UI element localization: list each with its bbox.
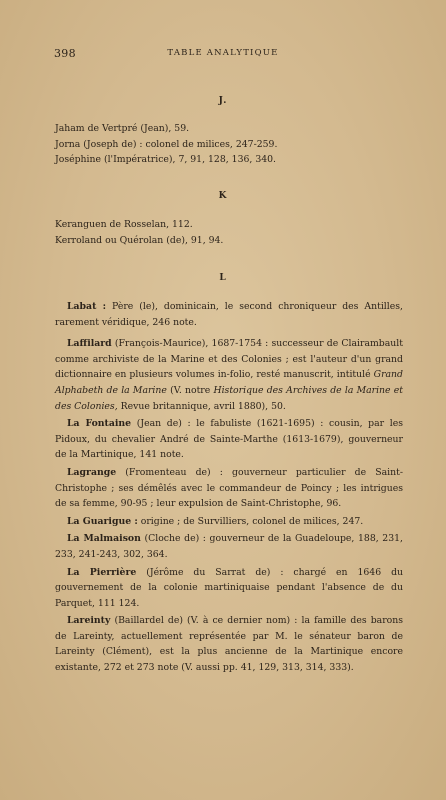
- index-entry: [55, 336, 403, 414]
- entry-headword: Labat :: [67, 301, 107, 312]
- index-entry: Joséphine (l'Impératrice), 7, 91, 128, 136, 340.: [55, 154, 277, 166]
- entry-headword: La Pierrière: [67, 566, 137, 578]
- page-number: 398: [54, 47, 76, 60]
- entry-text: (V. notre: [166, 384, 214, 396]
- entry-headword: Lareinty: [67, 615, 111, 627]
- running-title: TABLE ANALYTIQUE: [167, 48, 279, 58]
- section-heading-l: L: [219, 273, 227, 283]
- index-entry: [55, 531, 403, 562]
- entry-text: (Jérôme du Sarrat de) : chargé en 1646 du gouvernement de la colonie martiniquaise pendant l'absence de du Parquet, 111 124.: [55, 566, 404, 609]
- entry-headword: La Fontaine: [67, 418, 132, 430]
- entry-headword: La Malmaison: [67, 533, 141, 545]
- index-entry: [55, 416, 403, 463]
- index-entry: Jorna (Joseph de) : colonel de milices, 247-259.: [55, 138, 278, 150]
- index-entry: Keranguen de Rosselan, 112.: [55, 219, 193, 230]
- section-j-entries: [55, 121, 403, 168]
- section-heading-k: K: [218, 191, 228, 201]
- section-heading-j: J.: [218, 96, 228, 106]
- entry-text: (Jean de) : le fabuliste (1621-1695) : cousin, par les Pidoux, du chevalier André de Sainte-Marthe (1613-1679), gouverneur de la Martinique, 141 note.: [55, 418, 404, 461]
- index-entry: [55, 299, 403, 330]
- entry-text: Revue britannique, avril 1880), 50.: [117, 400, 286, 412]
- section-k-entries: [55, 217, 403, 248]
- entry-text: (François-Maurice), 1687-1754 : successeur de Clairambault comme archiviste de la Marine et des Colonies ; est l'auteur d'un grand dictionnaire en plusieurs volumes in-folio, resté manuscrit, intitulé: [55, 338, 403, 381]
- section-l-entries: [55, 299, 403, 676]
- entry-text: (Baillardel de) (V. à ce dernier nom) : la famille des barons de Lareinty, actuellement représentée par M. le sénateur baron de Lareinty (Clément), est la plus ancienne de la Martinique encore existante, 272 et 273 note (V. aussi pp. 41, 129, 313, 314, 333).: [55, 615, 403, 674]
- entry-text: (Fromenteau de) : gouverneur particulier de Saint-Christophe ; ses démêlés avec le commandeur de Poincy ; les intrigues de sa femme, 90-95 ; leur expulsion de Saint-Christophe, 96.: [55, 466, 403, 510]
- entry-text: origine ; de Survilliers, colonel de milices, 247.: [137, 515, 364, 527]
- running-head: [0, 47, 446, 61]
- entry-italic-title: Grand Alphabeth de la Marine: [55, 369, 403, 396]
- entry-italic-title: Historique des Archives de la Marine et des Colonies,: [55, 384, 403, 412]
- entry-headword: La Guarigue :: [67, 515, 138, 527]
- index-entry: [55, 565, 403, 612]
- index-entry: Jaham de Vertpré (Jean), 59.: [55, 123, 190, 134]
- index-entry: Kerroland ou Quérolan (de), 91, 94.: [55, 234, 224, 246]
- entry-text: Père (le), dominicain, le second chroniqueur des Antilles, rarement véridique, 246 note.: [55, 301, 403, 328]
- index-entry: [55, 613, 403, 675]
- index-entry: [55, 514, 403, 530]
- index-entry: [55, 465, 403, 512]
- entry-headword: Lagrange: [67, 466, 117, 478]
- entry-headword: Laffilard: [67, 338, 112, 350]
- entry-text: (Cloche de) : gouverneur de la Guadeloupe, 188, 231, 233, 241-243, 302, 364.: [55, 533, 404, 560]
